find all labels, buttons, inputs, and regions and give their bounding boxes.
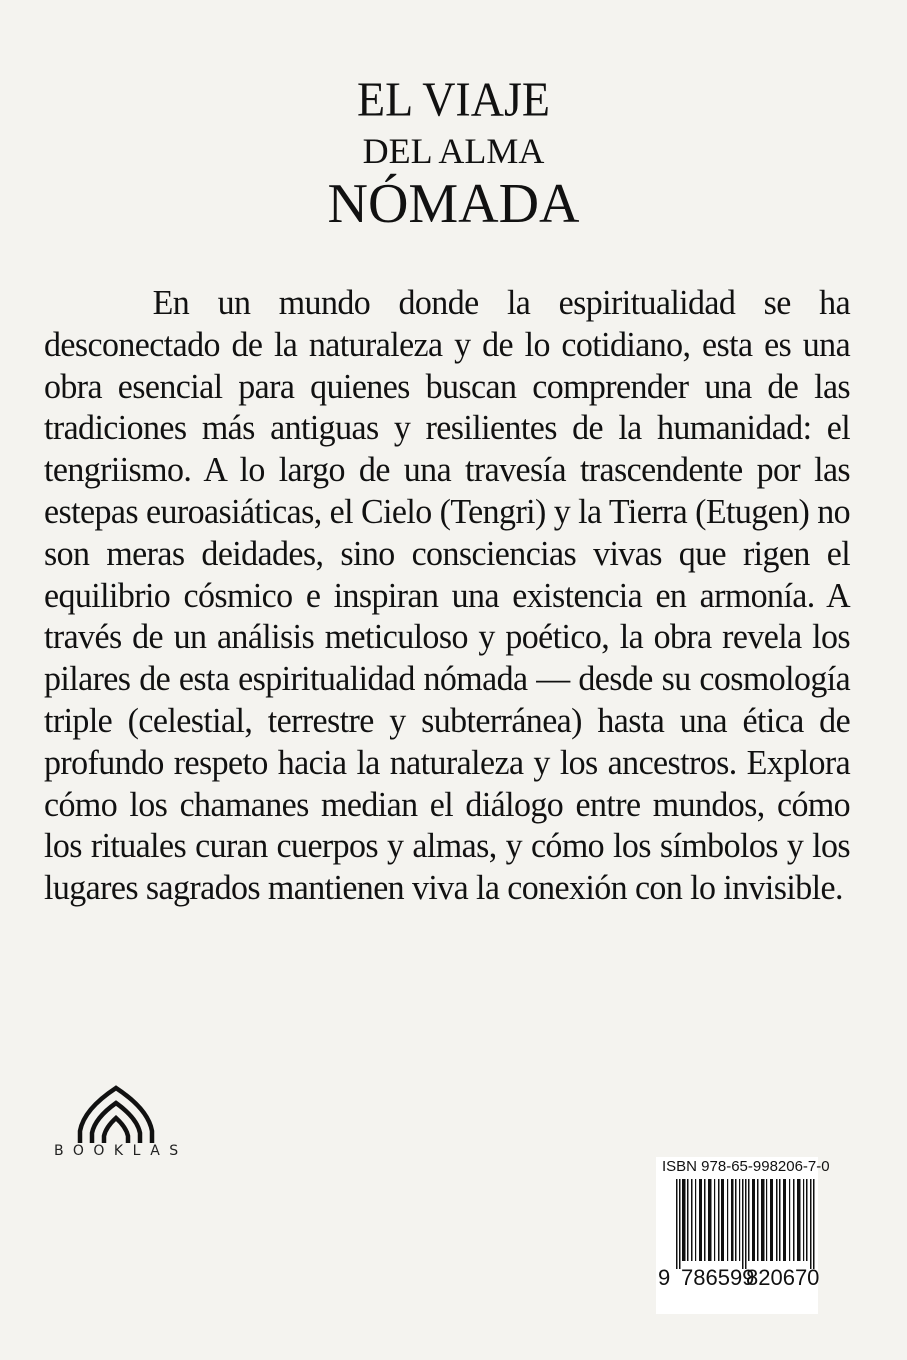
arch-logo-icon bbox=[76, 1085, 156, 1145]
publisher-name: BOOKLAS bbox=[54, 1143, 188, 1159]
barcode-digit-first: 9 bbox=[658, 1265, 671, 1290]
book-title bbox=[0, 74, 907, 236]
publisher-logo bbox=[48, 1085, 198, 1165]
book-blurb: En un mundo donde la espiritualidad se ha desconectado de la naturaleza y de lo cotidiano, esta es una obra esencial para quienes buscan comprender una de las tradiciones más antiguas y resilientes de la humanidad: el tengriismo. A lo largo de una travesía trascendente por las estepas euroasiáticas, el Cielo (Tengri) y la Tierra (Etugen) no son meras deidades, sino consciencias vivas que rigen el equilibrio cósmico e inspiran una existencia en armonía. A través de un análisis meticuloso y poético, la obra revela los pilares de esta espiritualidad nómada — desde su cosmología triple (celestial, terrestre y subterránea) hasta una ética de profundo respeto hacia la naturaleza y los ancestros. Explora cómo los chamanes median el diálogo entre mundos, cómo los rituales curan cuerpos y almas, y cómo los símbolos y los lugares sagrados mantienen viva la conexión con lo invisible. bbox=[44, 283, 851, 908]
title-line-2: DEL ALMA bbox=[362, 131, 545, 171]
barcode-bars-icon bbox=[676, 1179, 818, 1269]
barcode-digit-group-2: 820670 bbox=[746, 1265, 820, 1290]
barcode-digit-group-1: 786599 bbox=[681, 1265, 755, 1290]
isbn-barcode bbox=[656, 1157, 830, 1314]
title-line-3: NÓMADA bbox=[327, 173, 580, 235]
title-line-1: EL VIAJE bbox=[357, 72, 550, 127]
isbn-label: ISBN 978-65-998206-7-0 bbox=[662, 1158, 830, 1175]
